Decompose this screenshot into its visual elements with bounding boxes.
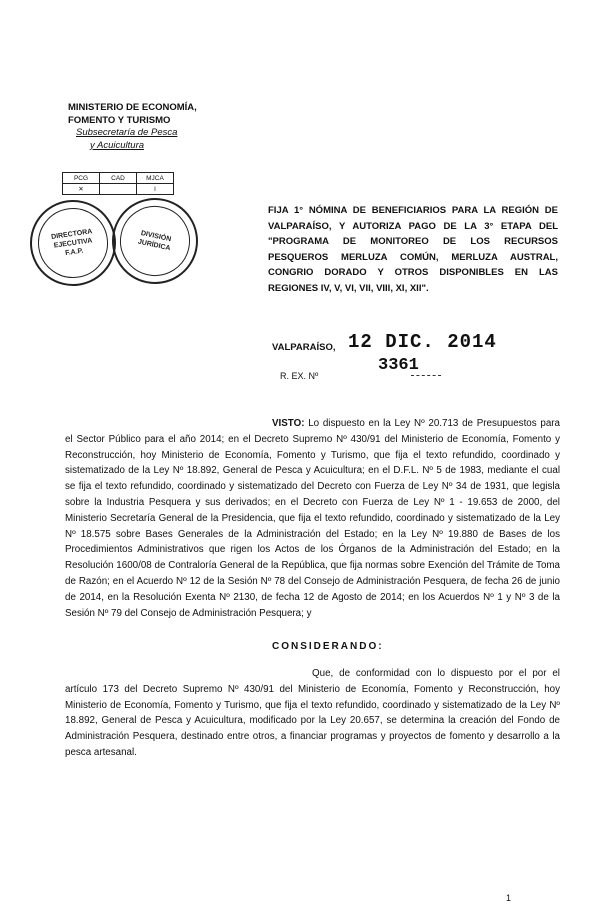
stamp-cell-initial-2: ǀ	[137, 184, 174, 195]
ministry-header	[68, 102, 197, 152]
seal2-text: DIVISIÓN JURÍDICA	[137, 229, 172, 253]
considerando-heading: CONSIDERANDO:	[272, 641, 384, 652]
resolution-date: 12 DIC. 2014	[348, 331, 497, 353]
stamp-col-mjca: MJCA	[137, 173, 174, 184]
seal-ring	[33, 203, 112, 282]
considerando-text: Que, de conformidad con lo dispuesto por el por el artículo 173 del Decreto Supremo Nº 430/91 del Ministerio de Economía, Fomento y Reconstrucción, hoy Ministerio de Economía, Fomento y Turismo, que fija el texto refundido, coordinado y sistematizado de la Ley Nº 18.892, General de Pesca y Acuicultura, modificado por la Ley 20.657, se determina la creación del Fondo de Administración Pesquera, destinado entre otros, a financiar programas y proyectos de fomento y desarrollo a la pesca artesanal.	[65, 668, 560, 758]
resolution-number-underline	[411, 375, 441, 376]
stamp-cell-empty	[100, 184, 137, 195]
stamp-col-pcg: PCG	[63, 173, 100, 184]
resolution-number-label: R. EX. Nº	[280, 371, 319, 381]
seal1-text: DIRECTORA EJECUTIVA F.A.P.	[50, 227, 93, 257]
visto-text: Lo dispuesto en la Ley Nº 20.713 de Presupuestos para el Sector Público para el año 2014; en el Decreto Supremo Nº 430/91 del Ministerio de Economía, Fomento y Reconstrucción, hoy Ministerio de Economía, Fomento y Turismo, que fija el texto refundido, coordinado y sistematizado de la Ley Nº 18.892, General de Pesca y Acuicultura; en el D.F.L. Nº 5 de 1983, mediante el cual se fija el texto refundido, coordinado y sistematizado del Decreto con Fuerza de Ley Nº 34 de 1931, que legisla sobre la Industria Pesquera y sus derivados; en el Decreto con Fuerza de Ley Nº 1 - 19.653 de 2000, del Ministerio Secretaría General de la Presidencia, que fija el texto refundido, coordinado y sistematizado de la Ley Nº 18.575 sobre Bases Generales de la Administración del Estado; en la Ley Nº 19.880 de Bases de los Procedimientos Administrativos que rigen los Actos de los Órganos de la Administración del Estado; en la Resolución 1600/08 de Contraloría General de la República, que fija normas sobre Exención del Trámite de Toma de Razón; en el Acuerdo Nº 12 de la Sesión Nº 78 del Consejo de Administración Pesquera, de fecha 26 de junio de 2014, en la Resolución Exenta Nº 2130, de fecha 12 de Agosto de 2014; en los Acuerdos Nº 1 y Nº 3 de la Sesión Nº 79 del Consejo de Administración Pesquera; y	[65, 418, 560, 619]
ministry-name-line2: FOMENTO Y TURISMO	[68, 114, 171, 126]
page-number: 1	[506, 893, 512, 903]
visto-label: VISTO:	[272, 418, 305, 429]
subsecretaria-line1: Subsecretaría de Pesca	[76, 127, 178, 138]
considerando-paragraph	[65, 666, 560, 761]
stamp-col-cad: CAD	[100, 173, 137, 184]
initials-stamp-table	[62, 172, 174, 195]
subsecretaria-line2: y Acuicultura	[90, 139, 145, 151]
visto-paragraph	[65, 416, 560, 621]
seal-ring-2	[113, 199, 196, 282]
stamp-cell-initial: ✕	[63, 184, 100, 195]
ministry-name-line1: MINISTERIO DE ECONOMÍA,	[68, 102, 197, 113]
resolution-number: 3361	[378, 356, 419, 375]
executive-director-seal	[24, 194, 121, 291]
place-label: VALPARAÍSO,	[272, 342, 336, 353]
legal-division-seal	[104, 190, 206, 292]
resolution-title: FIJA 1° NÓMINA DE BENEFICIARIOS PARA LA REGIÓN DE VALPARAÍSO, Y AUTORIZA PAGO DE LA 3° ETAPA DEL "PROGRAMA DE MONITOREO DE LOS RECURSOS PESQUEROS MERLUZA COMÚN, MERLUZA AUSTRAL, CONGRIO DORADO Y OTROS DISPONIBLES EN LAS REGIONES IV, V, VI, VII, VIII, XI, XII".	[268, 205, 558, 294]
